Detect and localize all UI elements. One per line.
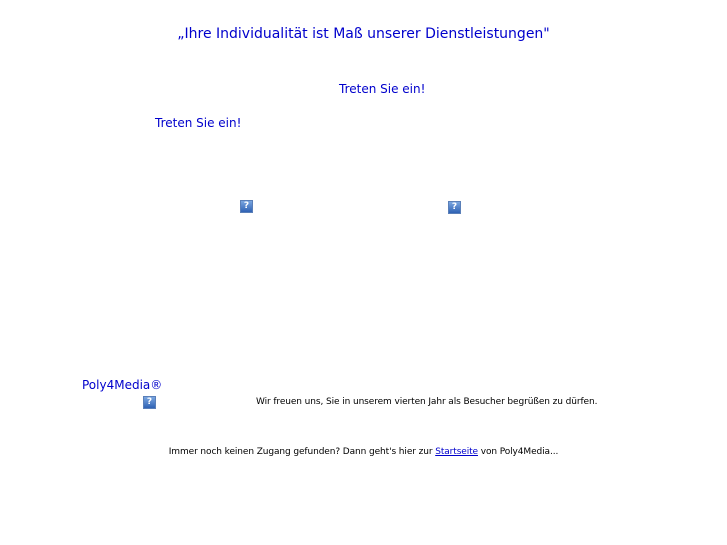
broken-image-icon: ? — [448, 201, 461, 214]
enter-link-secondary[interactable]: Treten Sie ein! — [155, 116, 242, 130]
welcome-message: Wir freuen uns, Sie in unserem vierten Jahr als Besucher begrüßen zu dürfen. — [256, 397, 598, 407]
footer-note — [0, 447, 727, 457]
enter-link-primary[interactable]: Treten Sie ein! — [339, 82, 426, 96]
page-slogan: „Ihre Individualität ist Maß unserer Dienstleistungen" — [177, 26, 550, 42]
brand-name: Poly4Media® — [82, 378, 163, 392]
broken-image-icon: ? — [240, 200, 253, 213]
footer-text-before: Immer noch keinen Zugang gefunden? Dann geht's hier zur — [168, 447, 436, 457]
startseite-link[interactable]: Startseite — [435, 447, 478, 457]
broken-image-icon: ? — [143, 396, 156, 409]
footer-text-after: von Poly4Media... — [477, 447, 559, 457]
